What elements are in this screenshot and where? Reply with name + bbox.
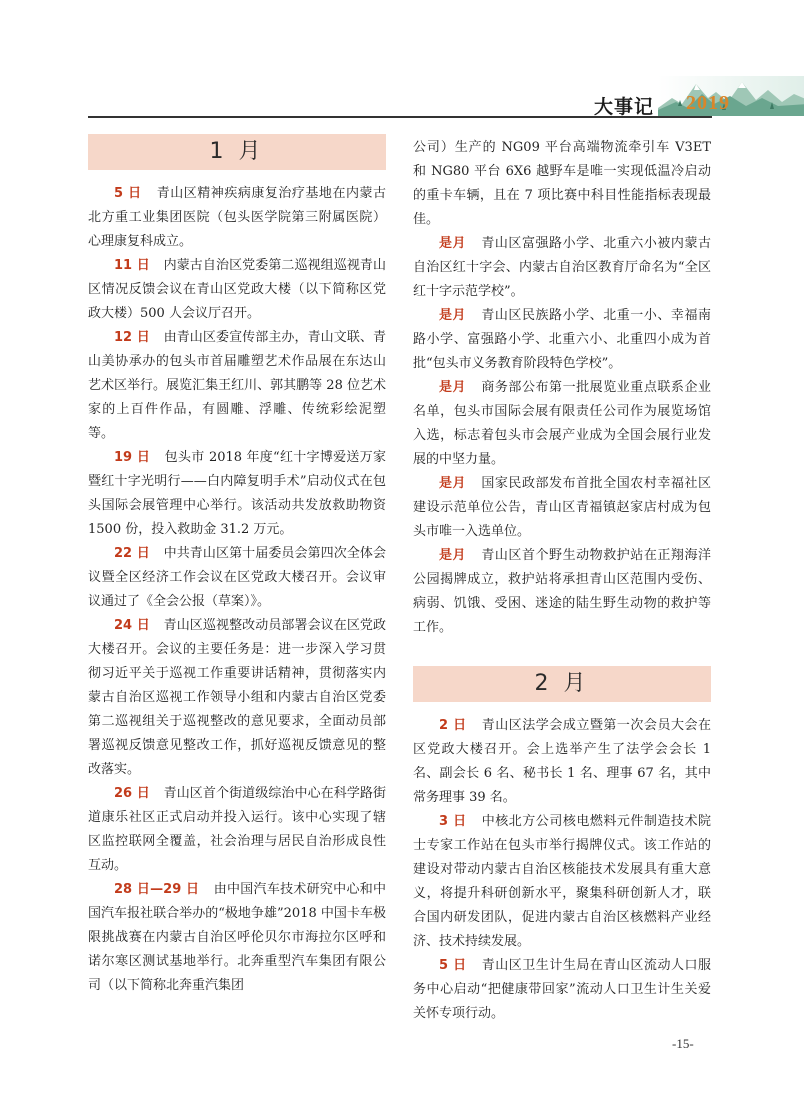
event-entry [413, 544, 711, 640]
event-date: 是月 [439, 476, 467, 491]
event-text: 国家民政部发布首批全国农村幸福社区建设示范单位公告，青山区青福镇赵家店村成为包头市唯一入选单位。 [413, 476, 711, 539]
event-entry [413, 472, 711, 544]
event-entry [413, 304, 711, 376]
event-date: 是月 [439, 548, 467, 563]
event-text: 青山区首个街道级综治中心在科学路街道康乐社区正式启动并投入运行。该中心实现了辖区监控联网全覆盖，社会治理与居民自治形成良性互动。 [88, 786, 386, 873]
event-text: 包头市 2018 年度“红十字博爱送万家暨红十字光明行——白内障复明手术”启动仪式在包头国际会展管理中心举行。该活动共发放救助物资 1500 份，投入救助金 31.2 万元。 [88, 450, 386, 537]
event-text: 商务部公布第一批展览业重点联系企业名单，包头市国际会展有限责任公司作为展览场馆入选，标志着包头市会展产业成为全国会展行业发展的中坚力量。 [413, 380, 711, 467]
event-entry [413, 232, 711, 304]
month-heading-january: 1 月 [88, 134, 386, 170]
event-entry [88, 326, 386, 446]
event-entry [88, 782, 386, 878]
event-date: 是月 [439, 236, 467, 251]
event-text: 青山区卫生计生局在青山区流动人口服务中心启动“把健康带回家”流动人口卫生计生关爱关怀专项行动。 [413, 958, 711, 1021]
event-entry [413, 954, 711, 1026]
event-date: 26 日 [114, 786, 150, 801]
month-heading-february: 2 月 [413, 666, 711, 702]
event-text: 中核北方公司核电燃料元件制造技术院士专家工作站在包头市举行揭牌仪式。该工作站的建设对带动内蒙古自治区核能技术发展具有重大意义，将提升科研创新水平，聚集科研创新人才，联合国内研发团队，促进内蒙古自治区核燃料产业经济、技术持续发展。 [413, 814, 711, 949]
event-date: 5 日 [439, 958, 467, 973]
mountain-banner-icon [658, 76, 804, 116]
event-entry [88, 542, 386, 614]
event-date: 2 日 [439, 718, 467, 733]
event-date: 3 日 [439, 814, 467, 829]
event-entry [413, 376, 711, 472]
event-text: 内蒙古自治区党委第二巡视组巡视青山区情况反馈会议在青山区党政大楼（以下简称区党政大楼）500 人会议厅召开。 [88, 258, 386, 321]
event-date: 24 日 [114, 618, 150, 633]
event-entry [88, 182, 386, 254]
page-header [88, 76, 730, 118]
event-text: 青山区民族路小学、北重一小、幸福南路小学、富强路小学、北重六小、北重四小成为首批“包头市义务教育阶段特色学校”。 [413, 308, 711, 371]
event-entry [88, 446, 386, 542]
event-date: 28 日—29 日 [114, 882, 200, 897]
event-date: 19 日 [114, 450, 151, 465]
event-text: 青山区巡视整改动员部署会议在区党政大楼召开。会议的主要任务是：进一步深入学习贯彻习近平关于巡视工作重要讲话精神，贯彻落实内蒙古自治区巡视工作领导小组和内蒙古自治区党委第二巡视组关于巡视整改的意见要求，全面动员部署巡视反馈意见整改工作，抓好巡视反馈意见的整改落实。 [88, 618, 386, 777]
event-entry [413, 714, 711, 810]
page-number: -15- [672, 1036, 694, 1051]
event-date: 5 日 [114, 186, 142, 201]
left-column [88, 134, 386, 998]
header-divider [88, 116, 712, 118]
event-entry [88, 614, 386, 782]
event-text: 青山区富强路小学、北重六小被内蒙古自治区红十字会、内蒙古自治区教育厅命名为“全区红十字示范学校”。 [413, 236, 711, 299]
event-text: 中共青山区第十届委员会第四次全体会议暨全区经济工作会议在区党政大楼召开。会议审议通过了《全会公报（草案）》。 [88, 546, 386, 609]
event-date: 12 日 [114, 330, 150, 345]
event-entry [413, 810, 711, 954]
event-date: 11 日 [114, 258, 150, 273]
event-date: 是月 [439, 380, 467, 395]
event-entry [88, 878, 386, 998]
right-column [413, 136, 711, 1026]
header-year: 2019 [686, 92, 730, 114]
event-date: 是月 [439, 308, 467, 323]
event-entry [88, 254, 386, 326]
event-text: 由青山区委宣传部主办，青山文联、青山美协承办的包头市首届雕塑艺术作品展在东达山艺术区举行。展览汇集王红川、郭其鹏等 28 位艺术家的上百件作品，有圆雕、浮雕、传统彩绘泥塑等。 [88, 330, 386, 441]
event-date: 22 日 [114, 546, 150, 561]
event-text: 青山区精神疾病康复治疗基地在内蒙古北方重工业集团医院（包头医学院第三附属医院）心理康复科成立。 [88, 186, 386, 249]
event-text: 青山区首个野生动物救护站在正翔海洋公园揭牌成立，救护站将承担青山区范围内受伤、病弱、饥饿、受困、迷途的陆生野生动物的救护等工作。 [413, 548, 711, 635]
event-text: 青山区法学会成立暨第一次会员大会在区党政大楼召开。会上选举产生了法学会会长 1 名、副会长 6 名、秘书长 1 名、理事 67 名，其中常务理事 39 名。 [413, 718, 711, 805]
event-continuation: 公司）生产的 NG09 平台高端物流牵引车 V3ET 和 NG80 平台 6X6 越野车是唯一实现低温冷启动的重卡车辆，且在 7 项比赛中科目性能指标表现最佳。 [413, 140, 711, 227]
header-title: 大事记 [594, 96, 655, 118]
event-text: 由中国汽车技术研究中心和中国汽车报社联合举办的“极地争雄”2018 中国卡车极限挑战赛在内蒙古自治区呼伦贝尔市海拉尔区呼和诺尔寒区测试基地举行。北奔重型汽车集团有限公司（以下简称北奔重汽集团 [88, 882, 387, 993]
